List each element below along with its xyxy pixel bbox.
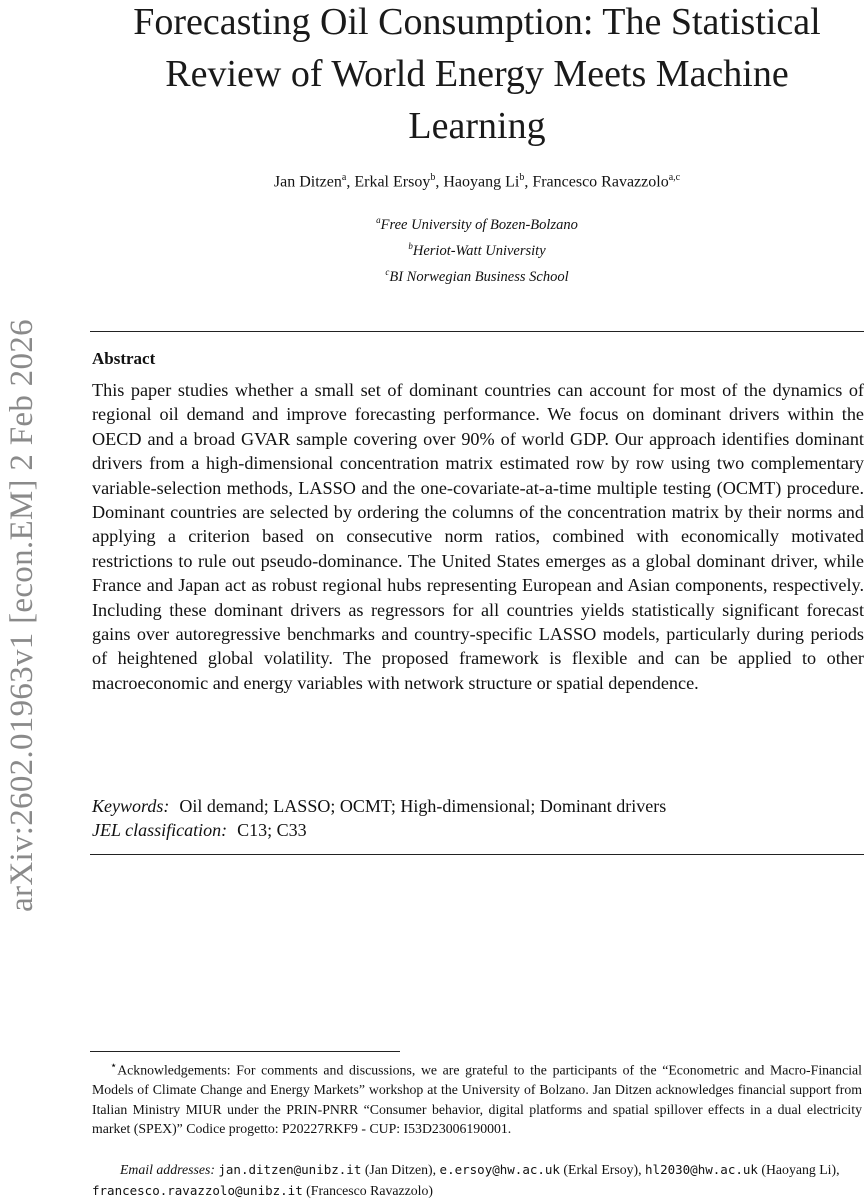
author-name: Francesco Ravazzolo (532, 173, 669, 191)
author-affiliation-mark: a,c (668, 172, 681, 183)
title-line: Review of World Energy Meets Machine (165, 53, 789, 95)
affiliation-name: BI Norwegian Business School (389, 268, 569, 285)
email-link[interactable]: francesco.ravazzolo@unibz.it (92, 1183, 303, 1198)
affiliation (90, 262, 864, 288)
title-line: Forecasting Oil Consumption: The Statistical (133, 1, 821, 43)
author-name: Haoyang Li (443, 173, 520, 191)
author-list: Jan Ditzen$^a$, Erkal Ersoy$^b$, Haoyang Li$^b$, Francesco Ravazzolo$^{a,c}$ (273, 172, 681, 191)
email-link[interactable]: e.ersoy@hw.ac.uk (439, 1162, 560, 1177)
keywords-value: Oil demand; LASSO; OCMT; High-dimensional; Dominant drivers (179, 796, 667, 816)
author-name: Jan Ditzen (273, 173, 342, 191)
footnote-text: Acknowledgements: For comments and discussions, we are grateful to the participants of the “Econometric and Macro-Financial Models of Climate Change and Energy Markets” workshop at the University of Bolzano. Jan Ditzen acknowledges financial support from Italian Ministry MIUR under the PRIN-PNRR “Consumer behavior, digital platforms and spatial spillover effects in a dual electricity market (SPEX)” Codice progetto: P20227RKF9 - CUP: I53D23006190001. (92, 1062, 862, 1137)
acknowledgements-footnote (92, 1057, 862, 1139)
keywords-label: Keywords: (92, 796, 170, 816)
author-affiliation-mark: b (519, 172, 525, 183)
email-addresses (92, 1159, 864, 1201)
email-owner: (Jan Ditzen), (364, 1162, 437, 1177)
email-link[interactable]: jan.ditzen@unibz.it (218, 1162, 362, 1177)
affiliation-list (90, 210, 864, 287)
jel-label: JEL classification: (92, 820, 228, 840)
abstract-text: This paper studies whether a small set of dominant countries can account for most of the dynamics of regional oil demand and improve forecasting performance. We focus on dominant drivers within the OECD and a broad GVAR sample covering over 90% of world GDP. Our approach identifies dominant drivers from a high-dimensional concentration matrix estimated row by row using two complementary variable-selection methods, LASSO and the one-covariate-at-a-time multiple testing (OCMT) procedure. Dominant countries are selected by ordering the columns of the concentration matrix by their norms and applying a criterion based on consecutive norm ratios, combined with economically motivated restrictions to rule out pseudo-dominance. The United States emerges as a global dominant driver, while France and Japan act as robust regional hubs representing European and Asian components, respectively. Including these dominant drivers as regressors for all countries yields statistically significant forecast gains over autoregressive benchmarks and country-specific LASSO models, particularly during periods of heightened global volatility. The proposed framework is flexible and can be applied to other macroeconomic and energy variables with network structure or spatial dependence. (92, 380, 864, 693)
author-affiliation-mark: b (430, 172, 436, 183)
email-owner: (Francesco Ravazzolo) (306, 1183, 433, 1198)
author-affiliation-mark: a (341, 172, 347, 183)
affiliation (90, 210, 864, 236)
abstract-heading: Abstract (92, 349, 156, 368)
footnote-mark: ⋆ (110, 1060, 118, 1072)
abstract-bottom-rule (90, 854, 864, 855)
author-name: Erkal Ersoy (354, 173, 431, 191)
footnote-rule (90, 1051, 400, 1052)
abstract-top-rule (90, 331, 864, 332)
email-owner: (Haoyang Li), (761, 1162, 840, 1177)
affiliation (90, 236, 864, 262)
arxiv-identifier (2, 290, 42, 940)
keywords-line (92, 796, 864, 817)
affiliation-mark: a (376, 215, 381, 225)
affiliation-mark: c (385, 266, 390, 277)
email-owner: (Erkal Ersoy), (563, 1162, 642, 1177)
jel-line (92, 820, 864, 841)
title-line: Learning (408, 105, 546, 147)
arxiv-id-text: arXiv:2602.01963v1 [econ.EM] 2 Feb 2026 (3, 318, 40, 912)
jel-value: C13; C33 (237, 820, 307, 840)
email-label: Email addresses: (120, 1162, 215, 1177)
affiliation-mark: b (408, 240, 413, 251)
email-link[interactable]: hl2030@hw.ac.uk (645, 1162, 758, 1177)
affiliation-name: Free University of Bozen-Bolzano (380, 216, 578, 233)
paper-title (90, 0, 864, 152)
affiliation-name: Heriot-Watt University (412, 242, 546, 259)
